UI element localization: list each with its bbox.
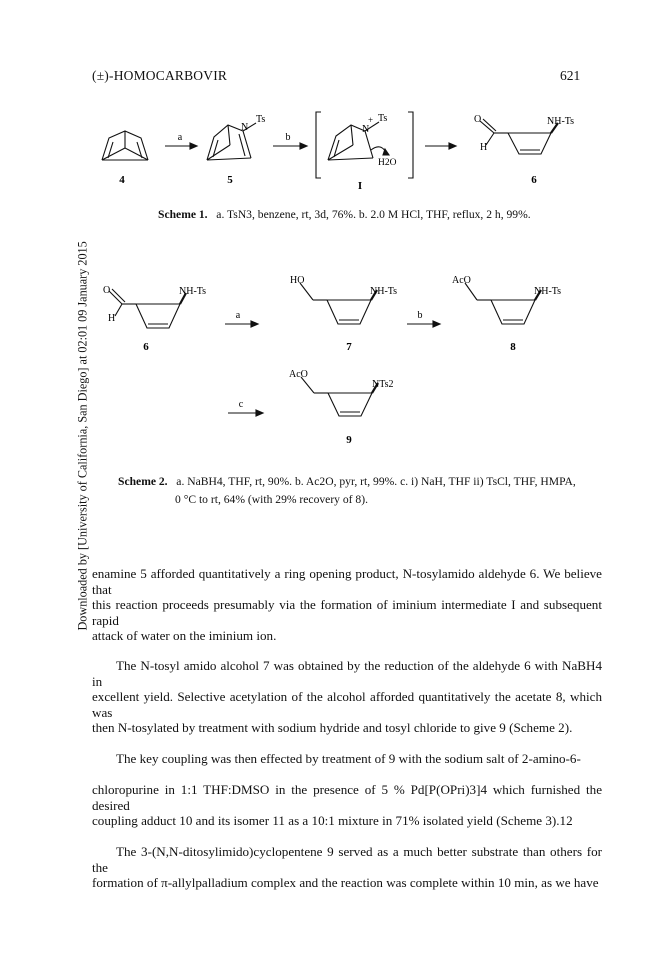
compound-8-structure bbox=[465, 283, 541, 324]
s2-label-compound-7: 7 bbox=[346, 341, 352, 353]
s2-atom-aco-8: AcO bbox=[452, 275, 471, 286]
atom-ts-5: Ts bbox=[256, 114, 266, 125]
label-intermediate-I: I bbox=[357, 180, 363, 192]
s2-label-compound-9: 9 bbox=[346, 434, 352, 446]
s2-atom-o-6: O bbox=[103, 285, 111, 296]
compound-9-structure bbox=[301, 377, 378, 416]
running-header-title: (±)-HOMOCARBOVIR bbox=[92, 68, 228, 83]
text-line: attack of water on the iminium ion. bbox=[92, 628, 277, 643]
compound-5-structure bbox=[207, 123, 256, 160]
atom-water-I: H2O bbox=[378, 158, 397, 168]
scheme-2-caption-line-2: 0 °C to rt, 64% (with 29% recovery of 8). bbox=[175, 493, 368, 506]
text-line: enamine 5 afforded quantitatively a ring opening product, N-tosylamido aldehyde 6. We believe that bbox=[92, 566, 602, 597]
scheme2-compound-6-structure bbox=[109, 289, 186, 328]
s2-atom-h-6: H bbox=[108, 313, 116, 324]
text-line: then N-tosylated by treatment with sodium hydride and tosyl chloride to give 9 (Scheme 2). bbox=[92, 720, 573, 735]
atom-plus-I: + bbox=[368, 115, 374, 125]
s2-label-compound-8: 8 bbox=[510, 341, 516, 353]
s2-atom-nhts-6: NH-Ts bbox=[179, 286, 207, 297]
s2-atom-nhts-7: NH-Ts bbox=[370, 286, 398, 297]
atom-ts-I: Ts bbox=[378, 113, 388, 124]
paragraph-3 bbox=[92, 751, 602, 844]
arrow-label-b: b bbox=[285, 132, 291, 143]
s2-arrow-label-a: a bbox=[235, 310, 241, 321]
compound-4-structure bbox=[102, 131, 148, 160]
s2-atom-nhts-8: NH-Ts bbox=[534, 286, 562, 297]
scheme-2-figure bbox=[0, 250, 672, 470]
page-number: 621 bbox=[560, 68, 581, 83]
scheme-2-caption-line-1: a. NaBH4, THF, rt, 90%. b. Ac2O, pyr, rt, 99%. c. i) NaH, THF ii) TsCl, THF, HMPA, bbox=[176, 475, 576, 488]
label-compound-4: 4 bbox=[119, 174, 125, 186]
scheme-2-caption-label: Scheme 2. bbox=[118, 475, 168, 488]
atom-h-6: H bbox=[480, 142, 488, 153]
paragraph-1 bbox=[92, 566, 602, 659]
scheme-1-caption bbox=[158, 208, 531, 221]
download-watermark-note: Downloaded by [University of California, San Diego] at 02:01 09 January 2015 bbox=[75, 241, 90, 631]
text-line: excellent yield. Selective acetylation of the alcohol afforded quantitatively the acetate 8, which was bbox=[92, 689, 602, 720]
paragraph-2 bbox=[92, 658, 602, 751]
text-line: The 3-(N,N-ditosylimido)cyclopentene 9 served as a much better substrate than others for the bbox=[92, 844, 602, 875]
s2-atom-nts2-9: NTs2 bbox=[372, 379, 394, 390]
atom-nhts-6: NH-Ts bbox=[547, 116, 575, 127]
s2-arrow-label-b: b bbox=[417, 310, 423, 321]
text-line: The N-tosyl amido alcohol 7 was obtained by the reduction of the aldehyde 6 with NaBH4 in bbox=[92, 658, 602, 689]
scheme-1-caption-label: Scheme 1. bbox=[158, 208, 208, 221]
atom-n-I: N bbox=[362, 124, 370, 135]
atom-n-5: N bbox=[241, 122, 249, 133]
paragraph-4 bbox=[92, 844, 602, 906]
atom-o-6: O bbox=[474, 114, 482, 125]
arrow-label-a: a bbox=[177, 132, 183, 143]
label-compound-5: 5 bbox=[227, 174, 233, 186]
scheme-1-caption-text: a. TsN3, benzene, rt, 3d, 76%. b. 2.0 M HCl, THF, reflux, 2 h, 99%. bbox=[216, 208, 531, 221]
text-line: chloropurine in 1:1 THF:DMSO in the presence of 5 % Pd[P(OPri)3]4 which furnished the desired bbox=[92, 782, 602, 813]
scheme-2-caption bbox=[118, 475, 576, 488]
compound-7-structure bbox=[300, 283, 377, 324]
text-line: The key coupling was then effected by treatment of 9 with the sodium salt of 2-amino-6- bbox=[116, 751, 581, 766]
s2-arrow-label-c: c bbox=[238, 399, 244, 410]
s2-atom-ho-7: HO bbox=[290, 275, 305, 286]
s2-atom-aco-9: AcO bbox=[289, 369, 308, 380]
label-compound-6: 6 bbox=[531, 174, 537, 186]
intermediate-I-structure bbox=[328, 122, 389, 160]
text-line: formation of π-allylpalladium complex and the reaction was complete within 10 min, as we have bbox=[92, 875, 599, 890]
s2-label-compound-6: 6 bbox=[143, 341, 149, 353]
text-line: this reaction proceeds presumably via the formation of iminium intermediate I and subsequent rapid bbox=[92, 597, 602, 628]
text-line: coupling adduct 10 and its isomer 11 as a 10:1 mixture in 71% isolated yield (Scheme 3).12 bbox=[92, 813, 573, 828]
